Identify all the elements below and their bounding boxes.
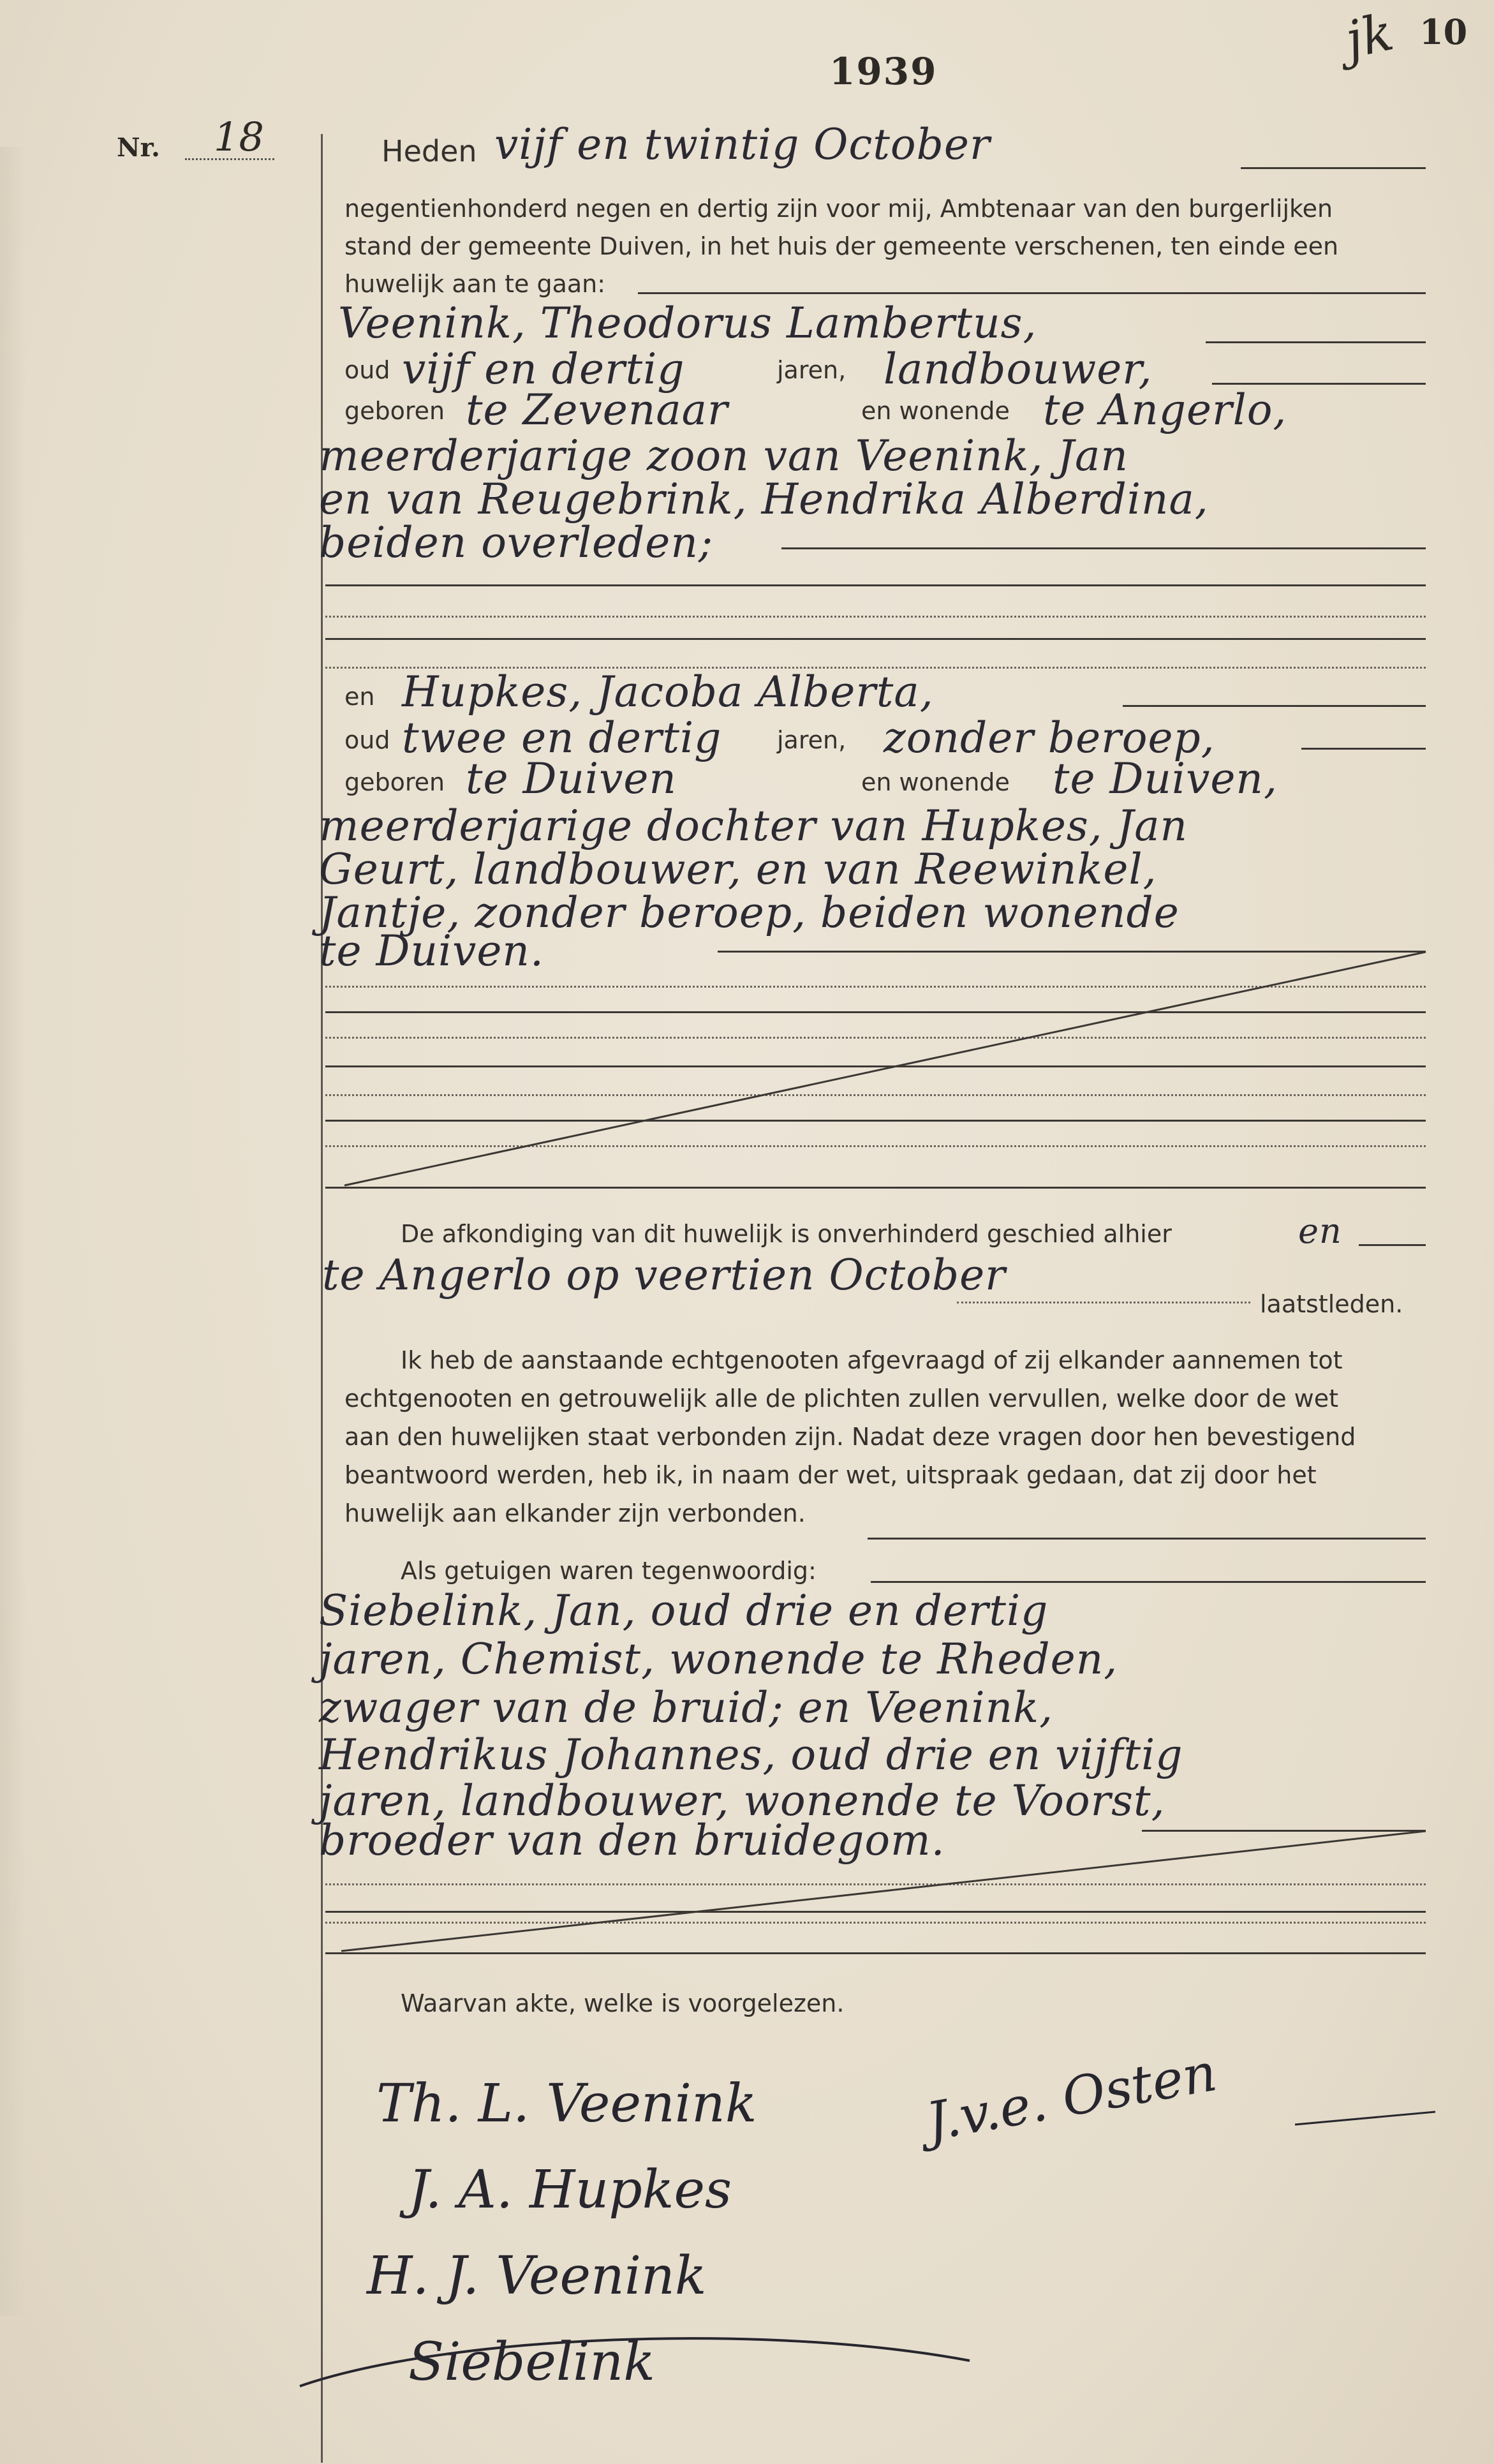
signature-flourish	[300, 2338, 970, 2386]
intro-line-2: negentienhonderd negen en dertig zijn voor mij, Ambtenaar van den burgerlijken	[344, 195, 1333, 223]
witnesses-label: Als getuigen waren tegenwoordig:	[401, 1557, 817, 1585]
afkondiging-hand-en: en	[1298, 1211, 1342, 1251]
bride-oud-label: oud	[344, 726, 390, 754]
afkondiging-place-date: te Angerlo op veertien October	[322, 1251, 1006, 1300]
groom-age: vijf en dertig	[402, 345, 685, 394]
groom-birthplace: te Zevenaar	[466, 385, 729, 434]
bride-wonende-label: en wonende	[861, 768, 1010, 796]
groom-oud-label: oud	[344, 356, 390, 384]
signature-groom: Th. L. Veenink	[376, 2074, 757, 2134]
groom-residence: te Angerlo,	[1043, 385, 1287, 434]
registrar-underline	[1295, 2112, 1435, 2125]
bride-extra-1: meerderjarige dochter van Hupkes, Jan	[319, 801, 1188, 850]
intro-line-3: stand der gemeente Duiven, in het huis der gemeente verschenen, ten einde een	[344, 232, 1339, 260]
bride-extra-3: Jantje, zonder beroep, beiden wonende	[319, 888, 1180, 937]
groom-extra-2: en van Reugebrink, Hendrika Alberdina,	[319, 475, 1209, 524]
declaration-line-1: Ik heb de aanstaande echtgenooten afgevraagd of zij elkander aannemen tot	[401, 1346, 1343, 1374]
groom-occupation: landbouwer,	[884, 345, 1153, 394]
signature-registrar: J.v.e. Osten	[922, 2042, 1222, 2153]
page-number: 10	[1419, 11, 1468, 52]
groom-extra-1: meerderjarige zoon van Veenink, Jan	[319, 431, 1128, 480]
bride-age: twee en dertig	[402, 713, 722, 762]
witnesses-line-5: jaren, landbouwer, wonende te Voorst,	[319, 1776, 1165, 1825]
witnesses-line-1: Siebelink, Jan, oud drie en dertig	[319, 1586, 1049, 1635]
groom-jaren-label: jaren,	[777, 356, 847, 384]
witnesses-line-6: broeder van den bruidegom.	[319, 1816, 945, 1865]
record-number-label: Nr.	[117, 133, 160, 163]
bride-section-strike	[344, 952, 1426, 1185]
marriage-date: vijf en twintig October	[494, 120, 991, 169]
bride-occupation: zonder beroep,	[884, 713, 1215, 762]
afkondiging-laatstleden: laatstleden.	[1260, 1290, 1403, 1318]
bride-extra-4: te Duiven.	[319, 926, 544, 976]
heden-label: Heden	[381, 134, 477, 168]
closing-statement: Waarvan akte, welke is voorgelezen.	[401, 1989, 845, 2017]
witnesses-line-3: zwager van de bruid; en Veenink,	[319, 1683, 1054, 1732]
bride-birthplace: te Duiven	[466, 754, 677, 803]
groom-geboren-label: geboren	[344, 397, 445, 425]
witnesses-line-2: jaren, Chemist, wonende te Rheden,	[319, 1635, 1118, 1684]
year-heading: 1939	[829, 50, 938, 93]
bride-en-label: en	[344, 683, 375, 711]
bride-extra-2: Geurt, landbouwer, en van Reewinkel,	[319, 845, 1157, 894]
record-number-value: 18	[214, 114, 264, 160]
signature-bride: J. A. Hupkes	[408, 2160, 732, 2220]
declaration-line-4: beantwoord werden, heb ik, in naam der wet, uitspraak gedaan, dat zij door het	[344, 1461, 1317, 1489]
groom-extra-3: beiden overleden;	[319, 518, 714, 567]
intro-line-4: huwelijk aan te gaan:	[344, 270, 606, 298]
signature-witness-veenink: H. J. Veenink	[367, 2246, 707, 2306]
afkondiging-line-1: De afkondiging van dit huwelijk is onverhinderd geschied alhier	[401, 1220, 1172, 1248]
declaration-line-3: aan den huwelijken staat verbonden zijn. Nadat deze vragen door hen bevestigend	[344, 1423, 1356, 1451]
bride-jaren-label: jaren,	[777, 726, 847, 754]
declaration-line-2: echtgenooten en getrouwelijk alle de plichten zullen vervullen, welke door de wet	[344, 1384, 1339, 1413]
declaration-line-5: huwelijk aan elkander zijn verbonden.	[344, 1499, 806, 1527]
groom-name: Veenink, Theodorus Lambertus,	[338, 299, 1037, 348]
witnesses-line-4: Hendrikus Johannes, oud drie en vijftig	[319, 1730, 1183, 1779]
groom-wonende-label: en wonende	[861, 397, 1010, 425]
bride-geboren-label: geboren	[344, 768, 445, 796]
bride-name: Hupkes, Jacoba Alberta,	[402, 667, 934, 716]
page-initials: jk	[1340, 2, 1399, 70]
bride-residence: te Duiven,	[1053, 754, 1278, 803]
signature-witness-siebelink: Siebelink	[408, 2332, 655, 2393]
witness-section-strike	[341, 1831, 1426, 1951]
